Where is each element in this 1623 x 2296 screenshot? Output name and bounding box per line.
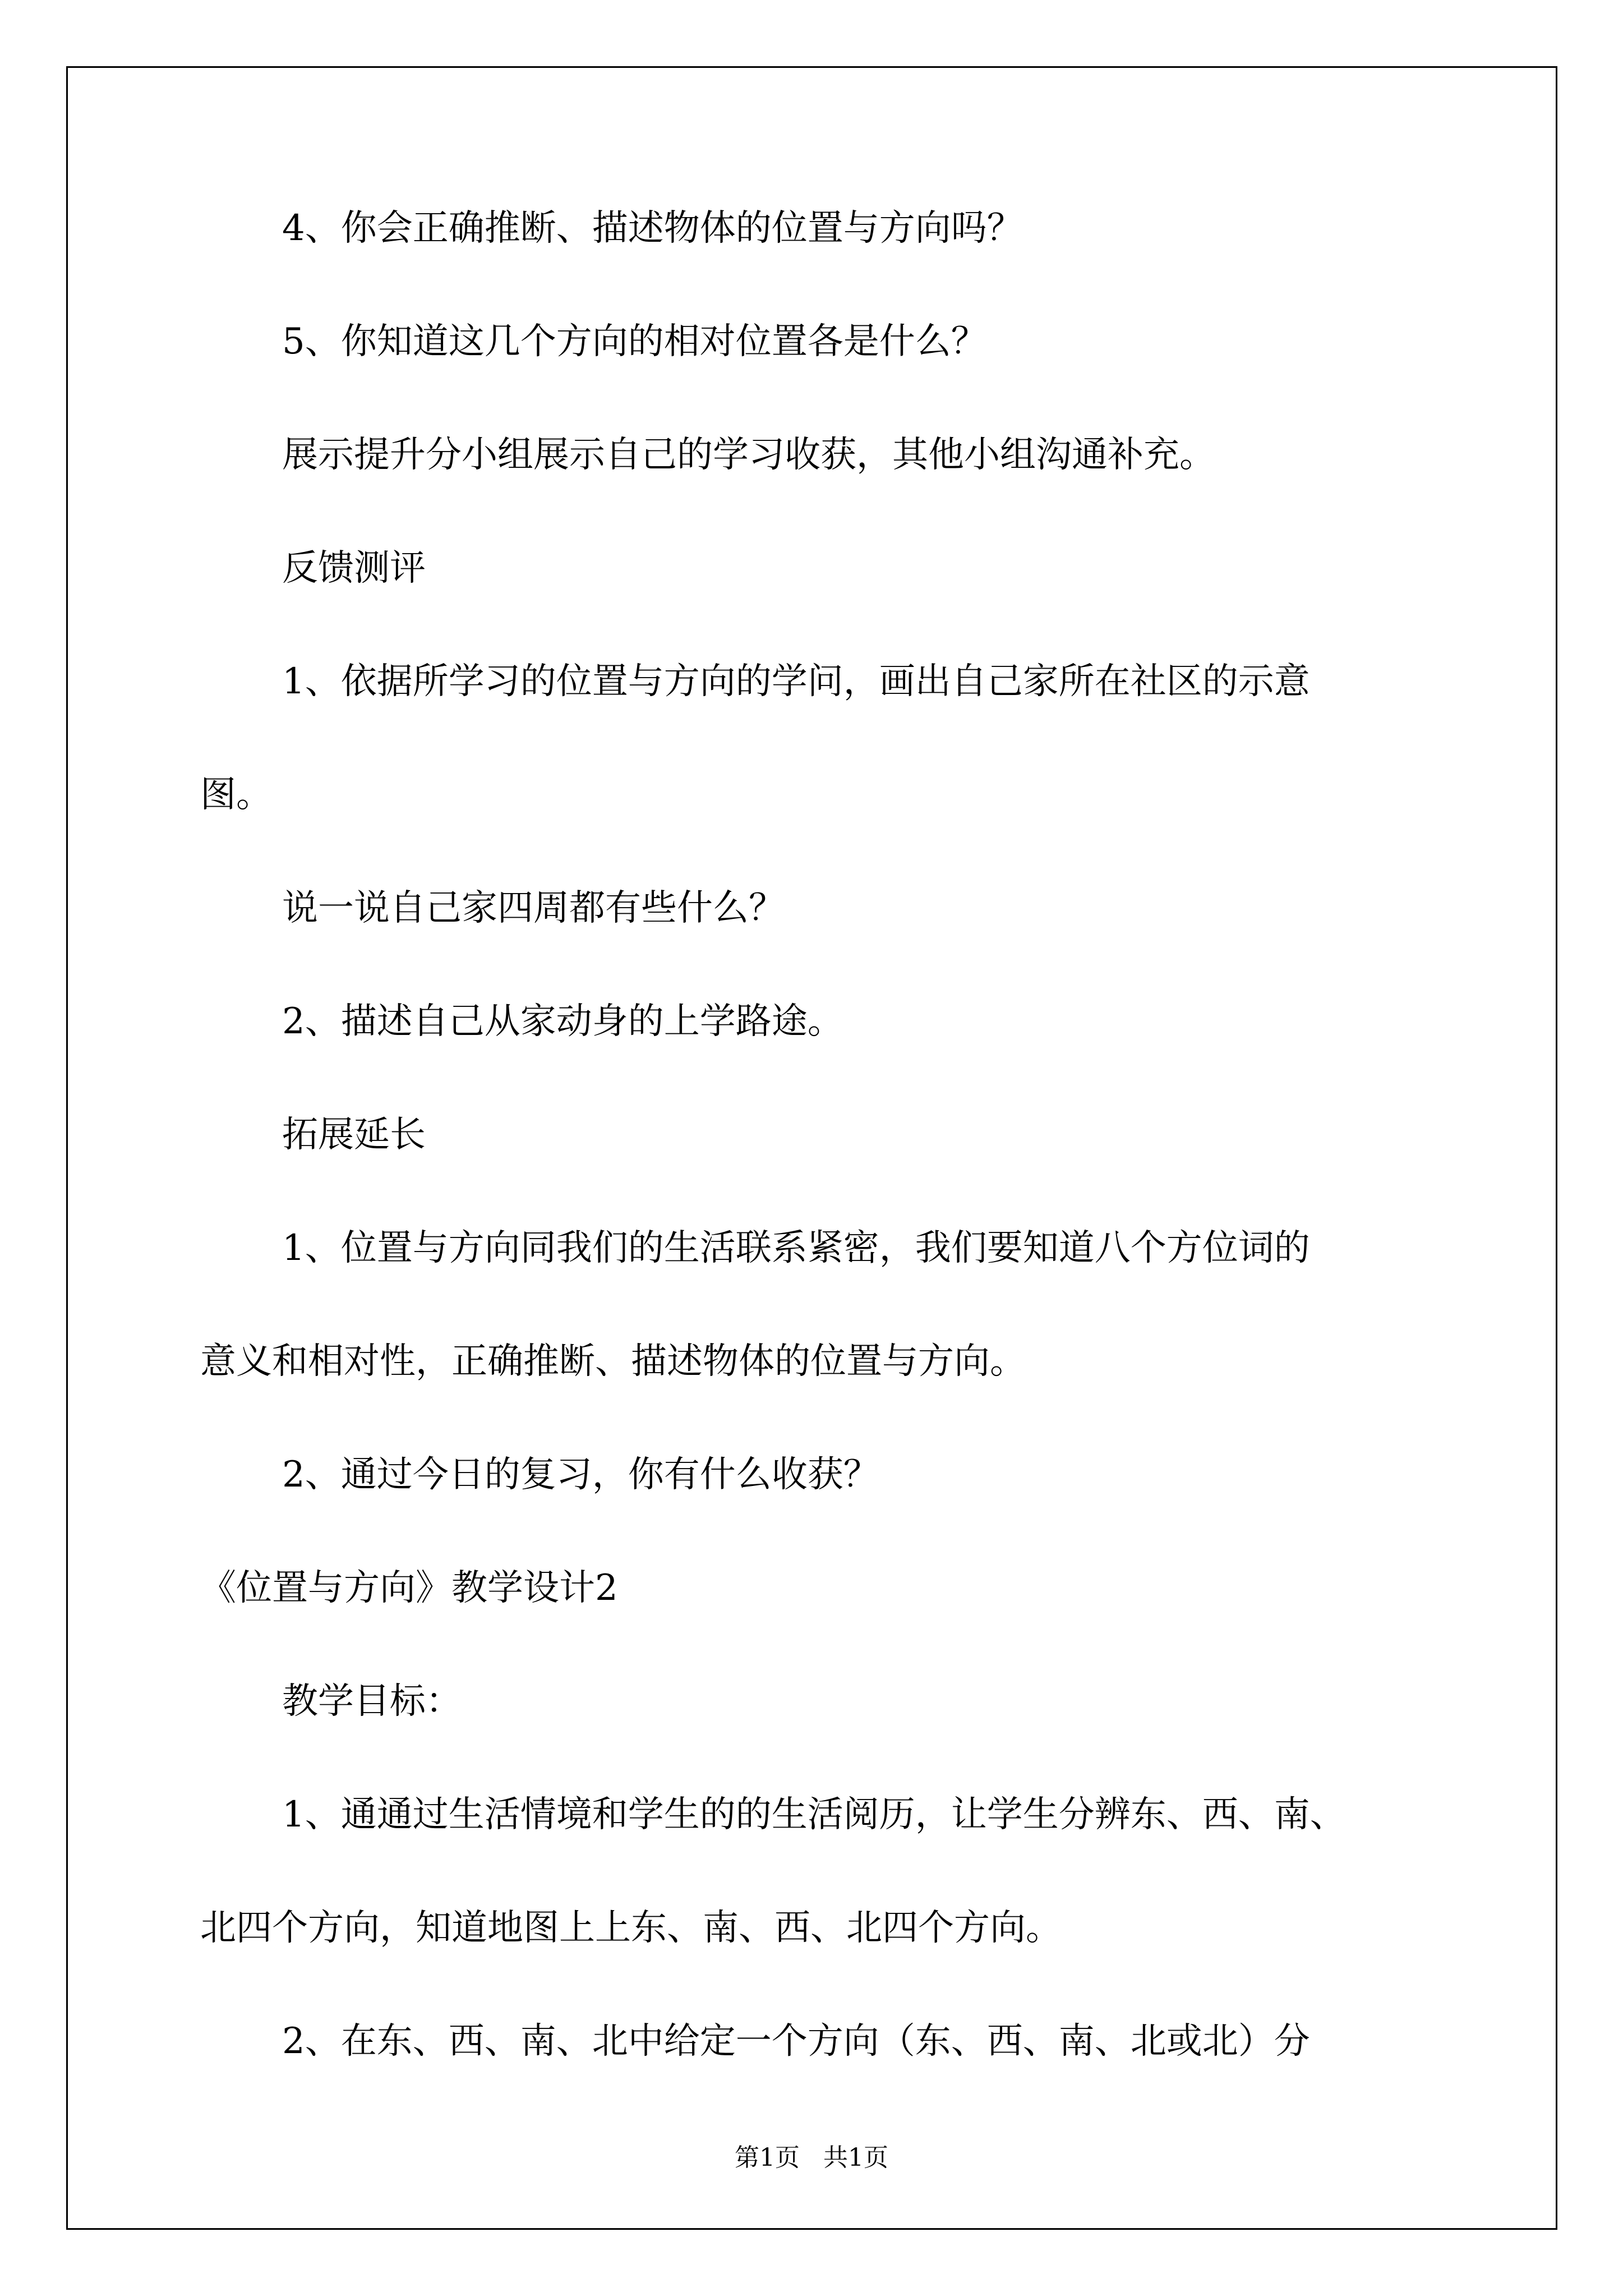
- paragraph-line: 1、通通过生活情境和学生的的生活阅历，让学生分辨东、西、南、: [282, 1794, 1346, 1835]
- section-heading: 《位置与方向》教学设计2: [200, 1567, 618, 1609]
- paragraph-line: 展示提升分小组展示自己的学习收获，其他小组沟通补充。: [282, 434, 1215, 476]
- paragraph-line: 2、通过今日的复习，你有什么收获？: [282, 1454, 879, 1496]
- paragraph-line: 北四个方向，知道地图上上东、南、西、北四个方向。: [200, 1907, 1062, 1949]
- paragraph-line: 意义和相对性，正确推断、描述物体的位置与方向。: [200, 1341, 1026, 1382]
- paragraph-line: 教学目标：: [282, 1681, 462, 1722]
- document-body: [200, 210, 1434, 2137]
- paragraph-line: 反馈测评: [282, 547, 426, 589]
- paragraph-line: 图。: [200, 774, 272, 816]
- paragraph-line: 说一说自己家四周都有些什么？: [282, 887, 785, 929]
- paragraph-line: 2、在东、西、南、北中给定一个方向（东、西、南、北或北）分: [282, 2021, 1310, 2062]
- paragraph-line: 1、位置与方向同我们的生活联系紧密，我们要知道八个方位词的: [282, 1227, 1310, 1269]
- paragraph-line: 4、你会正确推断、描述物体的位置与方向吗？: [282, 208, 1023, 249]
- page-footer: 第1页 共1页: [735, 2143, 888, 2172]
- paragraph-line: 5、你知道这几个方向的相对位置各是什么？: [282, 321, 987, 362]
- paragraph-line: 2、描述自己从家动身的上学路途。: [282, 1001, 843, 1042]
- paragraph-line: 拓展延长: [282, 1114, 426, 1156]
- paragraph-line: 1、依据所学习的位置与方向的学问，画出自己家所在社区的示意: [282, 661, 1310, 702]
